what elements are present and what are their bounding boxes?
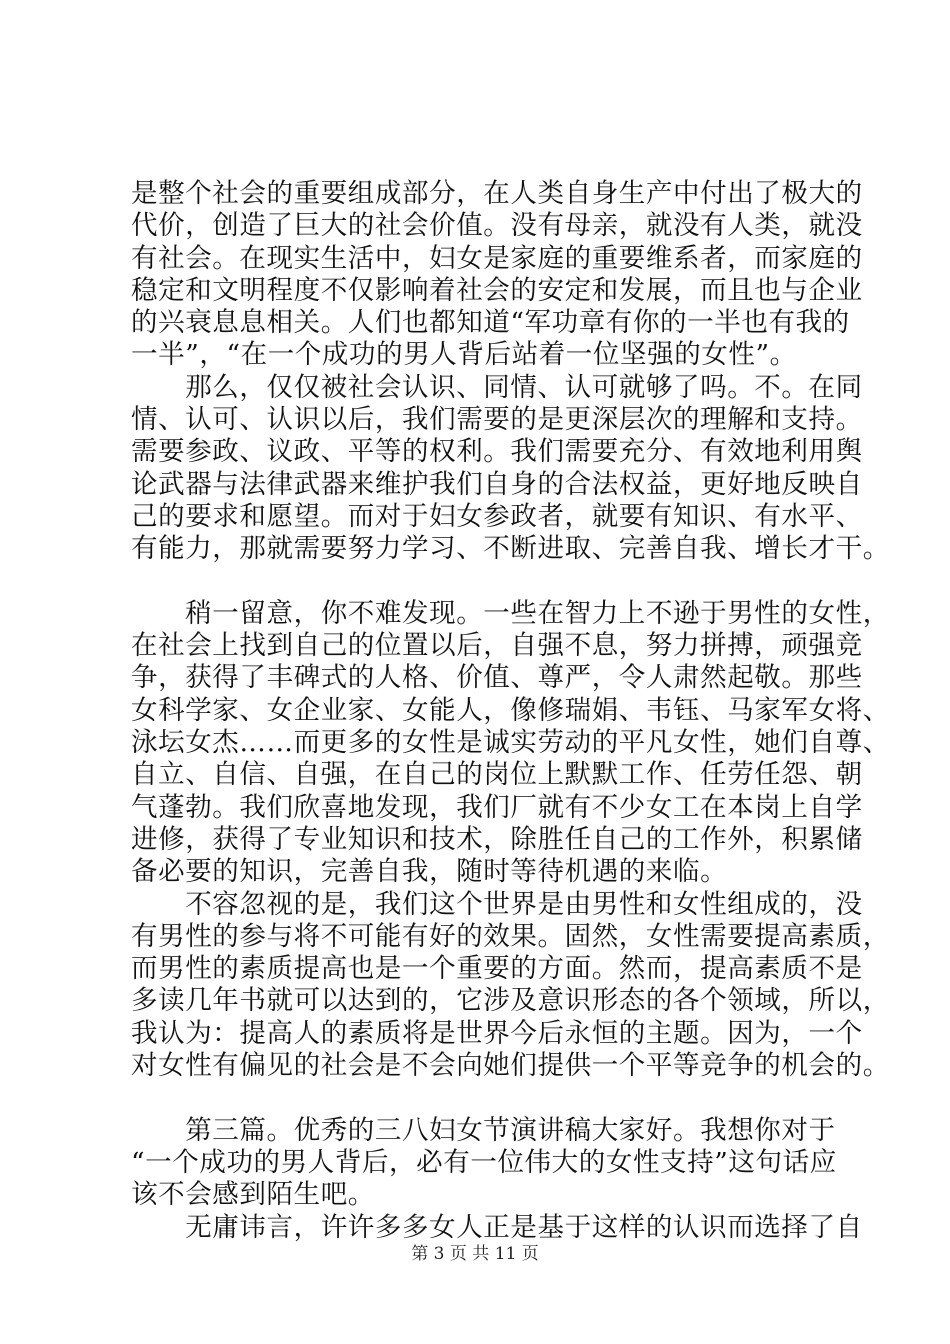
text-line: 有能力，那就需要努力学习、不断进取、完善自我、增长才干。 (131, 533, 890, 565)
paragraph-gap (131, 1082, 851, 1114)
text-line: 那么，仅仅被社会认识、同情、认可就够了吗。不。在同 (131, 371, 863, 403)
text-line: 一半”，“在一个成功的男人背后站着一位坚强的女性”。 (131, 339, 797, 371)
text-line: 该不会感到陌生吧。 (131, 1179, 375, 1211)
text-line: 女科学家、女企业家、女能人，像修瑞娟、韦钰、马家军女将、 (131, 694, 890, 726)
text-line: 备必要的知识，完善自我，随时等待机遇的来临。 (131, 856, 728, 888)
text-line: 对女性有偏见的社会是不会向她们提供一个平等竞争的机会的。 (131, 1050, 890, 1082)
text-line: 论武器与法律武器来维护我们自身的合法权益，更好地反映自 (131, 468, 863, 500)
text-line: 不容忽视的是，我们这个世界是由男性和女性组成的，没 (131, 888, 863, 920)
text-line: 多读几年书就可以达到的，它涉及意识形态的各个领域，所以， (131, 985, 890, 1017)
text-line: 情、认可、认识以后，我们需要的是更深层次的理解和支持。 (131, 404, 863, 436)
text-line: “一个成功的男人背后，必有一位伟大的女性支持”这句话应 (131, 1146, 837, 1178)
page-number-footer: 第 3 页 共 11 页 (411, 1244, 539, 1264)
text-line: 自立、自信、自强，在自己的岗位上默默工作、任劳任怨、朝 (131, 759, 863, 791)
paragraph-gap (131, 566, 851, 598)
text-line: 需要参政、议政、平等的权利。我们需要充分、有效地利用舆 (131, 436, 863, 468)
text-line: 有男性的参与将不可能有好的效果。固然，女性需要提高素质， (131, 920, 890, 952)
text-line: 进修，获得了专业知识和技术，除胜任自己的工作外，积累储 (131, 823, 863, 855)
text-line: 有社会。在现实生活中，妇女是家庭的重要维系者，而家庭的 (131, 242, 863, 274)
text-line: 无庸讳言，许许多多女人正是基于这样的认识而选择了自 (131, 1211, 863, 1243)
text-line: 气蓬勃。我们欣喜地发现，我们厂就有不少女工在本岗上自学 (131, 791, 863, 823)
text-line: 在社会上找到自己的位置以后，自强不息，努力拼搏，顽强竞 (131, 630, 863, 662)
text-line: 己的要求和愿望。而对于妇女参政者，就要有知识、有水平、 (131, 500, 863, 532)
text-line: 的兴衰息息相关。人们也都知道“军功章有你的一半也有我的 (131, 307, 850, 339)
text-line: 泳坛女杰……而更多的女性是诚实劳动的平凡女性，她们自尊、 (131, 727, 890, 759)
text-line: 我认为：提高人的素质将是世界今后永恒的主题。因为，一个 (131, 1017, 863, 1049)
text-line: 而男性的素质提高也是一个重要的方面。然而，提高素质不是 (131, 953, 863, 985)
text-line: 是整个社会的重要组成部分，在人类自身生产中付出了极大的 (131, 178, 863, 209)
body-text (131, 178, 890, 1244)
text-line: 代价，创造了巨大的社会价值。没有母亲，就没有人类，就没 (131, 210, 863, 242)
text-line: 稍一留意，你不难发现。一些在智力上不逊于男性的女性， (131, 597, 890, 629)
text-line: 争，获得了丰碑式的人格、价值、尊严，令人肃然起敬。那些 (131, 662, 863, 694)
text-line: 稳定和文明程度不仅影响着社会的安定和发展，而且也与企业 (131, 274, 863, 306)
text-line: 第三篇。优秀的三八妇女节演讲稿大家好。我想你对于 (131, 1114, 836, 1146)
